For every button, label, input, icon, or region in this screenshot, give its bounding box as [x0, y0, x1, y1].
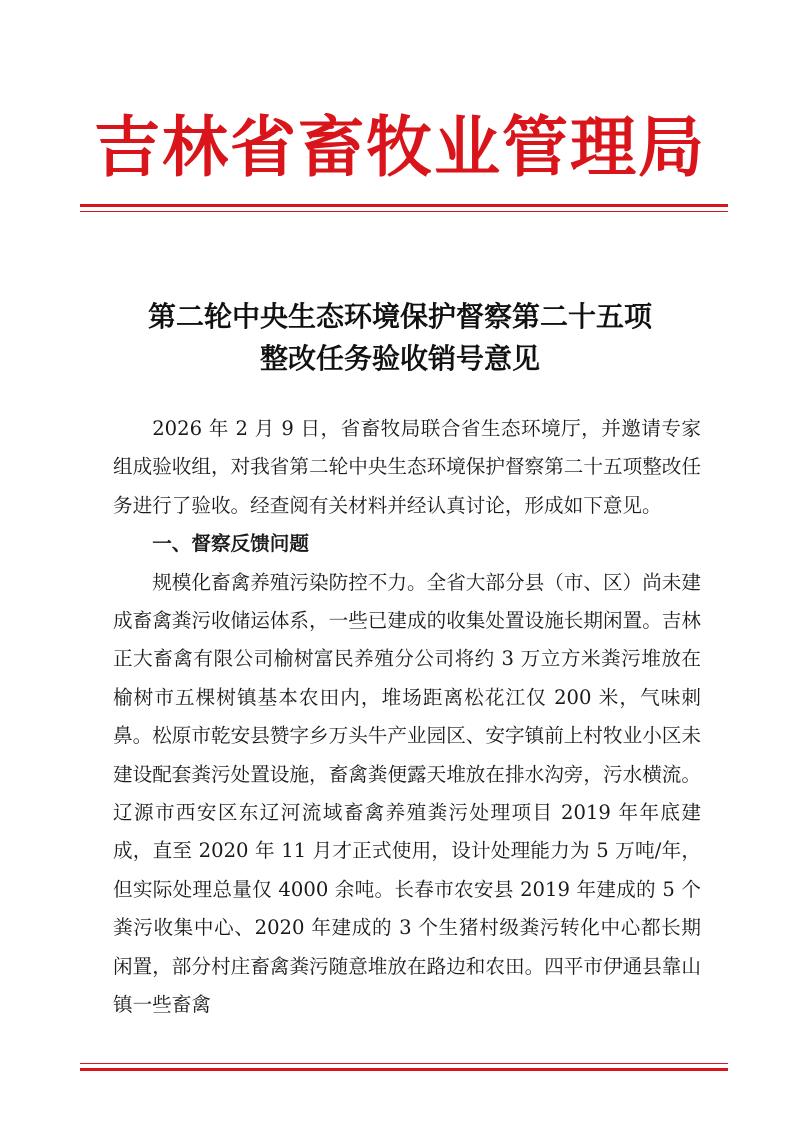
masthead-divider-thin	[80, 211, 728, 212]
issue-paragraph: 规模化畜禽养殖污染防控不力。全省大部分县（市、区）尚未建成畜禽粪污收储运体系，一些已建成的收集处置设施长期闲置。吉林正大畜禽有限公司榆树富民养殖分公司将约 3 万立方米粪污堆放在榆树市五棵树镇基本农田内，堆场距离松花江仅 200 米，气味刺鼻。松原市乾安县赞字乡万头牛产业园区、安字镇前上村牧业小区未建设配套粪污处置设施，畜禽粪便露天堆放在排水沟旁，污水横流。辽源市西安区东辽河流域畜禽养殖粪污处理项目 2019 年年底建成，直至 2020 年 11 月才正式使用，设计处理能力为 5 万吨/年，但实际处理总量仅 4000 余吨。长春市农安县 2019 年建成的 5 个粪污收集中心、2020 年建成的 3 个生猪村级粪污转化中心都长期闲置，部分村庄畜禽粪污随意堆放在路边和农田。四平市伊通县靠山镇一些畜禽	[113, 570, 701, 1017]
footer-divider-thick	[80, 1068, 728, 1071]
document-title	[90, 296, 710, 380]
intro-paragraph: 2026 年 2 月 9 日，省畜牧局联合省生态环境厅，并邀请专家组成验收组，对我省第二轮中央生态环境保护督察第二十五项整改任务进行了验收。经查阅有关材料并经认真讨论，形成如下意见。	[113, 417, 701, 517]
document-body	[113, 410, 701, 1025]
document-title-line-1: 第二轮中央生态环境保护督察第二十五项	[147, 300, 652, 333]
masthead-divider-thick	[80, 204, 728, 207]
agency-masthead: 吉林省畜牧业管理局	[94, 109, 706, 186]
document-title-line-2: 整改任务验收销号意见	[259, 342, 540, 375]
footer-divider-thin	[80, 1063, 728, 1064]
section-heading-1: 一、督察反馈问题	[152, 532, 309, 556]
